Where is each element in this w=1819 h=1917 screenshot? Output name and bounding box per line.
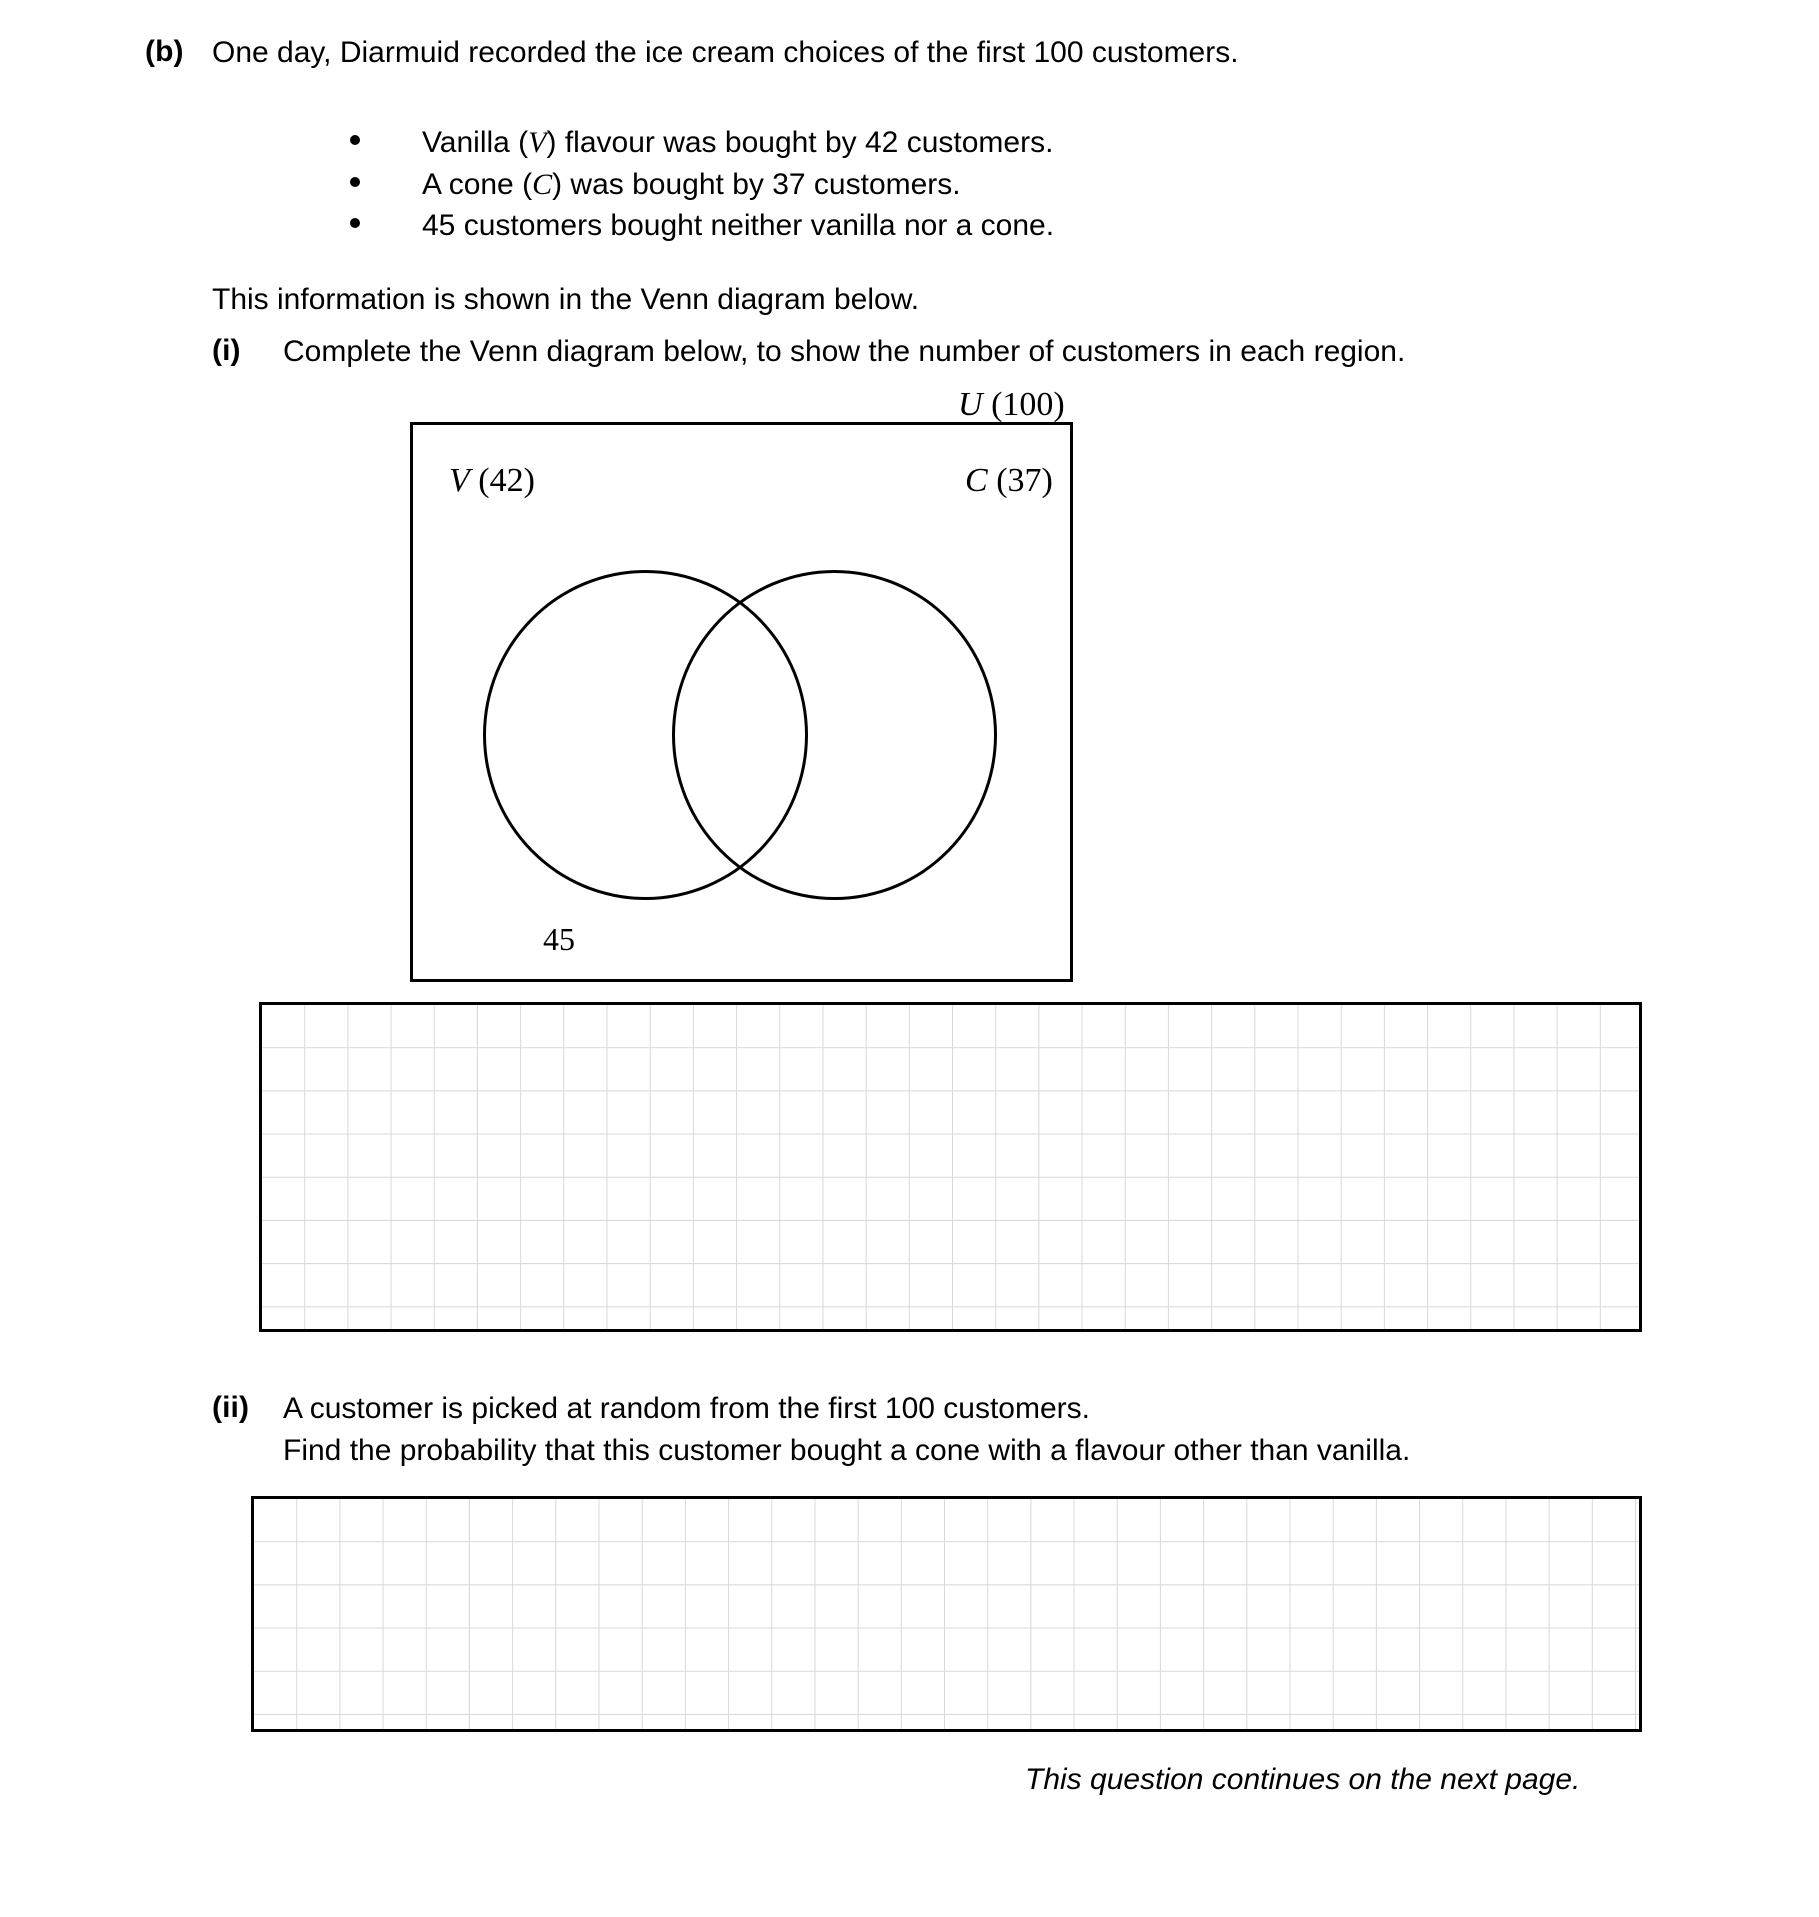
part-ii-line-1: A customer is picked at random from the first 100 customers. bbox=[283, 1392, 1090, 1425]
set-var-v: V bbox=[528, 126, 547, 159]
continuation-note: This question continues on the next page. bbox=[1025, 1763, 1581, 1796]
part-ii-line-2: Find the probability that this customer bought a cone with a flavour other than vanilla. bbox=[283, 1434, 1411, 1467]
bullet-dot-icon bbox=[350, 177, 360, 187]
venn-diagram bbox=[410, 380, 1150, 990]
bullet-dot-icon bbox=[350, 218, 360, 228]
venn-set-v-label: V (42) bbox=[449, 462, 535, 499]
part-ii-label: (ii) bbox=[212, 1391, 250, 1424]
venn-set-c-label: C (37) bbox=[965, 462, 1053, 499]
answer-grid-part-ii[interactable] bbox=[251, 1496, 1642, 1732]
bullet-text-neither: 45 customers bought neither vanilla nor a cone. bbox=[422, 209, 1055, 242]
bullet-item-neither bbox=[350, 211, 1054, 241]
part-b-stem: One day, Diarmuid recorded the ice cream choices of the first 100 customers. bbox=[212, 36, 1239, 69]
set-var-c: C bbox=[532, 168, 553, 201]
part-i-text: Complete the Venn diagram below, to show the number of customers in each region. bbox=[283, 335, 1406, 368]
venn-universal-label: U (100) bbox=[958, 386, 1065, 423]
answer-grid-part-i[interactable] bbox=[259, 1002, 1642, 1332]
part-i-label: (i) bbox=[212, 334, 241, 367]
bullet-text-cone: A cone (C) was bought by 37 customers. bbox=[422, 168, 961, 201]
part-b-label: (b) bbox=[145, 35, 184, 68]
venn-circle-c bbox=[672, 570, 997, 900]
bullet-item-vanilla bbox=[350, 128, 1053, 158]
bullet-dot-icon bbox=[350, 135, 360, 145]
venn-region-outside-count: 45 bbox=[543, 921, 575, 957]
bullet-text-vanilla: Vanilla (V) flavour was bought by 42 customers. bbox=[422, 126, 1054, 159]
venn-intro-line: This information is shown in the Venn diagram below. bbox=[212, 283, 920, 316]
bullet-item-cone bbox=[350, 170, 961, 200]
